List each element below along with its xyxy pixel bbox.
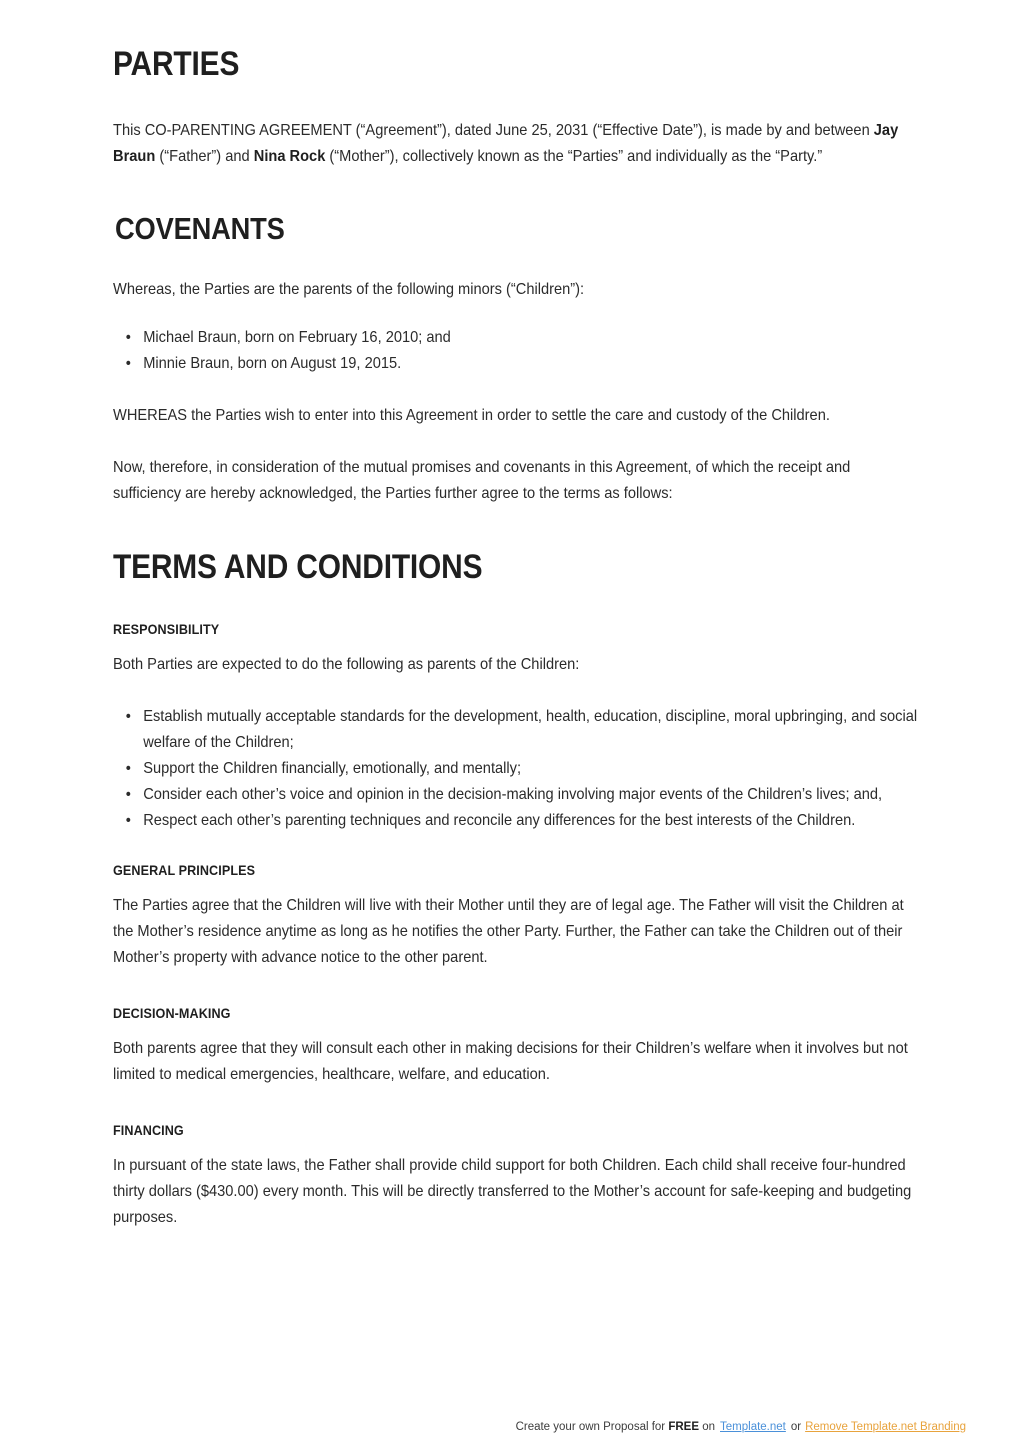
- spacer: [113, 377, 913, 403]
- subheading-financing: FINANCING: [113, 1122, 184, 1138]
- footer-separator: or: [790, 1421, 802, 1433]
- list-item: [125, 756, 943, 782]
- spacer: [113, 971, 913, 1003]
- footer-text-after: on: [699, 1421, 716, 1433]
- spacer: [113, 587, 913, 619]
- spacer: [113, 880, 913, 893]
- subheading-decision-making: DECISION-MAKING: [113, 1005, 231, 1021]
- child-entry: Michael Braun, born on February 16, 2010; and: [143, 329, 451, 346]
- spacer: [113, 429, 913, 455]
- decision-making-body: Both parents agree that they will consult each other in making decisions for their Children’s welfare when it involves but not limited to medical emergencies, healthcare, welfare, and education.: [113, 1040, 908, 1083]
- parties-text-intro: This CO-PARENTING AGREEMENT (“Agreement”), dated June 25, 2031 (“Effective Date”), is made by and between: [113, 122, 874, 139]
- spacer: [113, 678, 913, 704]
- parties-text-end: (“Mother”), collectively known as the “Parties” and individually as the “Party.”: [325, 148, 823, 165]
- spacer: [113, 170, 913, 210]
- bullet-icon: •: [125, 329, 131, 346]
- list-item: [125, 325, 943, 351]
- father-name: Jay Braun: [113, 122, 899, 165]
- bullet-icon: •: [125, 760, 131, 777]
- responsibility-item: Establish mutually acceptable standards for the development, health, education, discipline, moral upbringing, and social welfare of the Children;: [143, 708, 918, 751]
- list-item: [125, 782, 943, 808]
- mother-name: Nina Rock: [253, 148, 326, 165]
- list-item: [125, 808, 943, 834]
- bullet-icon: •: [125, 355, 131, 372]
- responsibility-item: Consider each other’s voice and opinion in the decision-making involving major events of the Children’s lives; and,: [143, 786, 883, 803]
- spacer: [113, 834, 913, 860]
- parties-paragraph: [113, 118, 913, 170]
- children-list: [113, 325, 943, 377]
- subheading-general-principles: GENERAL PRINCIPLES: [113, 862, 256, 878]
- covenants-whereas: WHEREAS the Parties wish to enter into this Agreement in order to settle the care and custody of the Children.: [113, 407, 830, 424]
- spacer: [113, 1088, 913, 1120]
- bullet-icon: •: [125, 786, 131, 803]
- subheading-responsibility: RESPONSIBILITY: [113, 621, 220, 637]
- general-principles-body: The Parties agree that the Children will live with their Mother until they are of legal age. The Father will visit the Children at the Mother’s residence anytime as long as he notifies the other Party. Further, the Father can take the Children out of their Mother’s property with advance notice to the other parent.: [113, 897, 904, 966]
- spacer: [113, 1140, 913, 1153]
- responsibility-item: Support the Children financially, emotionally, and mentally;: [143, 760, 522, 777]
- bullet-icon: •: [125, 812, 131, 829]
- footer-free-label: FREE: [668, 1421, 700, 1433]
- responsibility-item: Respect each other’s parenting techniques and reconcile any differences for the best interests of the Children.: [143, 812, 856, 829]
- bullet-icon: •: [125, 708, 131, 725]
- heading-parties: PARTIES: [113, 45, 240, 83]
- parties-text-mid: (“Father”) and: [155, 148, 254, 165]
- spacer: [113, 303, 913, 325]
- heading-terms-and-conditions: TERMS AND CONDITIONS: [113, 548, 483, 586]
- spacer: [113, 507, 913, 547]
- responsibility-intro: Both Parties are expected to do the following as parents of the Children:: [113, 656, 580, 673]
- heading-covenants: COVENANTS: [115, 211, 285, 246]
- footer-link-templatenet[interactable]: Template.net: [720, 1421, 786, 1433]
- list-item: [125, 351, 943, 377]
- covenants-intro: Whereas, the Parties are the parents of the following minors (“Children”):: [113, 281, 585, 298]
- page-footer: [0, 1418, 1024, 1436]
- spacer: [113, 84, 913, 118]
- covenants-now-therefore: Now, therefore, in consideration of the mutual promises and covenants in this Agreement, of which the receipt and sufficiency are hereby acknowledged, the Parties further agree to the terms as follows:: [113, 459, 851, 502]
- list-item: [125, 704, 943, 756]
- footer-link-remove-branding[interactable]: Remove Template.net Branding: [805, 1421, 966, 1433]
- financing-body: In pursuant of the state laws, the Father shall provide child support for both Children. Each child shall receive four-hundred thirty dollars ($430.00) every month. This will be directly transferred to the Mother’s account for safe-keeping and budgeting purposes.: [113, 1157, 912, 1226]
- spacer: [113, 247, 913, 277]
- responsibility-list: [113, 704, 943, 834]
- document-content: [113, 44, 918, 1231]
- spacer: [113, 639, 913, 652]
- footer-text-before: Create your own Proposal for: [515, 1421, 669, 1433]
- spacer: [113, 1023, 913, 1036]
- child-entry: Minnie Braun, born on August 19, 2015.: [143, 355, 402, 372]
